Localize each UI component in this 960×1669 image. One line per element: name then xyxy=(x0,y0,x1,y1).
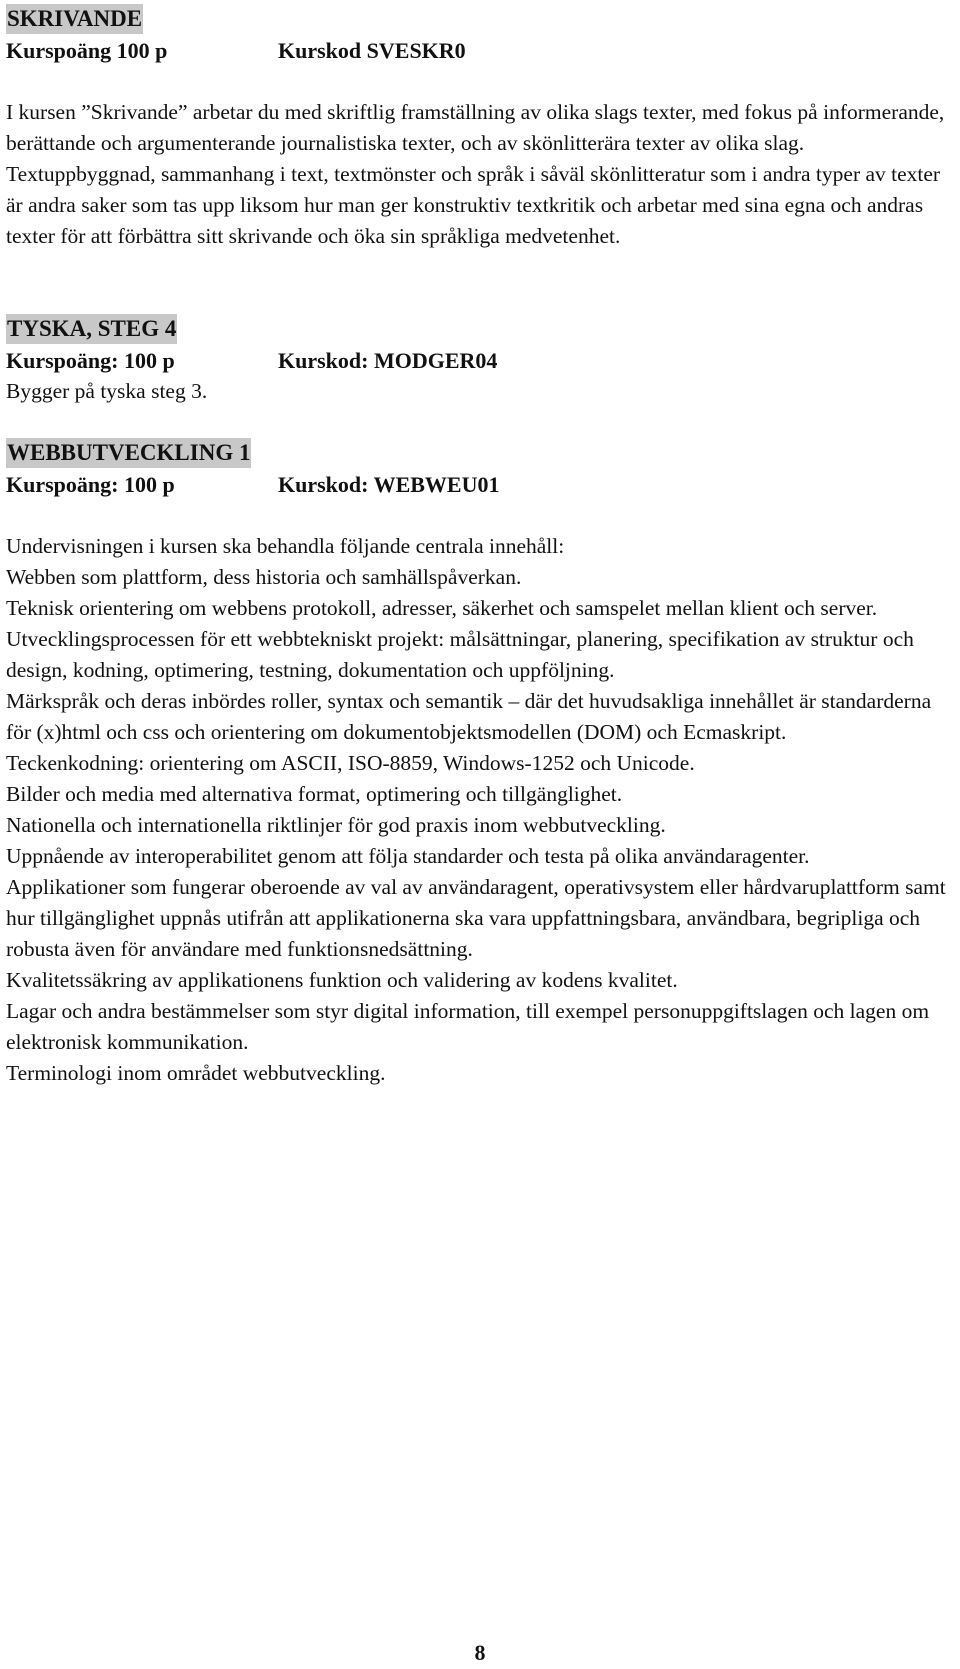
content-item: Uppnående av interoperabilitet genom att följa standarder och testa på olika användaragenter. xyxy=(6,844,810,868)
course-points: Kurspoäng: 100 p xyxy=(6,348,175,373)
content-item: Terminologi inom området webbutveckling. xyxy=(6,1061,386,1085)
content-item: Utvecklingsprocessen för ett webbtekniskt projekt: målsättningar, planering, specifikation av struktur och design, kodning, optimering, testning, dokumentation och uppföljning. xyxy=(6,627,914,682)
document-page xyxy=(6,4,946,1089)
course-points: Kurspoäng: 100 p xyxy=(6,472,175,497)
course-prerequisite: Bygger på tyska steg 3. xyxy=(6,379,208,403)
page-number: 8 xyxy=(474,1640,486,1665)
content-item: Bilder och media med alternativa format, optimering och tillgänglighet. xyxy=(6,782,623,806)
content-item: Applikationer som fungerar oberoende av val av användaragent, operativsystem eller hårdvaruplattform samt hur tillgänglighet uppnås utifrån att applikationerna ska vara uppfattningsbara, användbara, begripliga och robusta även för användare med funktionsnedsättning. xyxy=(6,875,946,961)
course-meta xyxy=(6,35,946,66)
content-item: Teknisk orientering om webbens protokoll, adresser, säkerhet och samspelet mellan klient och server. xyxy=(6,596,878,620)
course-meta xyxy=(6,469,946,500)
section-title: WEBBUTVECKLING 1 xyxy=(6,438,251,468)
content-list xyxy=(6,562,946,1089)
section-title: SKRIVANDE xyxy=(6,4,143,34)
content-item: Teckenkodning: orientering om ASCII, ISO-8859, Windows-1252 och Unicode. xyxy=(6,751,695,775)
content-item: Kvalitetssäkring av applikationens funktion och validering av kodens kvalitet. xyxy=(6,968,678,992)
course-section-webbutveckling xyxy=(6,438,946,1089)
course-code: Kurskod: WEBWEU01 xyxy=(278,472,500,497)
course-points: Kurspoäng 100 p xyxy=(6,38,168,63)
course-description: I kursen ”Skrivande” arbetar du med skriftlig framställning av olika slags texter, med fokus på informerande, berättande och argumenterande journalistiska texter, och av skönlitterära texter av olika slag. Textuppbyggnad, sammanhang i text, textmönster och språk i såväl skönlitteratur som i andra typer av texter är andra saker som tas upp liksom hur man ger konstruktiv textkritik och arbetar med sina egna och andras texter för att förbättra sitt skrivande och öka sin språkliga medvetenhet. xyxy=(6,100,945,248)
course-section-skrivande xyxy=(6,4,946,252)
content-item: Nationella och internationella riktlinjer för god praxis inom webbutveckling. xyxy=(6,813,666,837)
content-item: Märkspråk och deras inbördes roller, syntax och semantik – där det huvudsakliga innehållet är standarderna för (x)html och css och orientering om dokumentobjektsmodellen (DOM) och Ecmaskript. xyxy=(6,689,932,744)
content-intro: Undervisningen i kursen ska behandla följande centrala innehåll: xyxy=(6,534,565,558)
course-meta xyxy=(6,345,946,376)
content-item: Lagar och andra bestämmelser som styr digital information, till exempel personuppgiftslagen och lagen om elektronisk kommunikation. xyxy=(6,999,930,1054)
section-title: TYSKA, STEG 4 xyxy=(6,314,177,344)
content-item: Webben som plattform, dess historia och samhällspåverkan. xyxy=(6,565,522,589)
course-code: Kurskod SVESKR0 xyxy=(278,38,466,63)
course-code: Kurskod: MODGER04 xyxy=(278,348,498,373)
course-section-tyska xyxy=(6,314,946,407)
